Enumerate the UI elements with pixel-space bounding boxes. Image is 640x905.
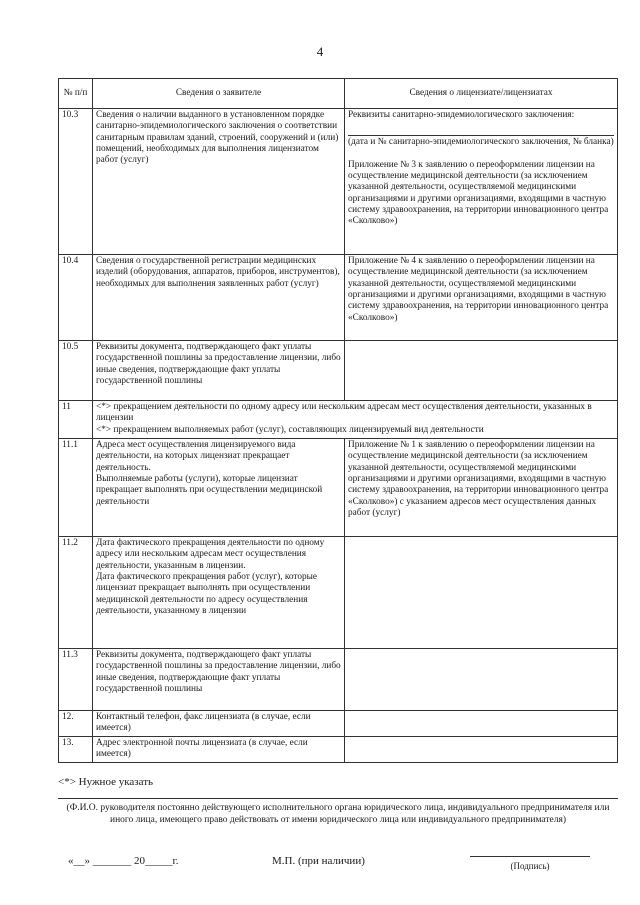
table-row <box>59 255 618 341</box>
licensee-cell <box>345 109 618 255</box>
signature-caption: (Ф.И.О. руководителя постоянно действующего исполнительного органа юридического лица, индивидуального предпринимателя или иного лица, имеющего право действовать от имени юридического лица или индивидуального предпринимателя) <box>66 803 610 826</box>
applicant-text: Дата фактического прекращения работ (услуг), которые лицензиат прекращает выполнять при осуществлении медицинской деятельности по адресу осуществления деятельности, указанному в лицензии <box>96 571 318 616</box>
licensee-cell <box>345 711 618 737</box>
table-row <box>59 401 618 439</box>
applicant-cell: Реквизиты документа, подтверждающего факт уплаты государственной пошлины за предоставление лицензии, либо иные сведения, подтверждающие факт уплаты государственной пошлины <box>93 341 345 401</box>
license-form-table <box>58 78 618 763</box>
date-field: «__» _______ 20_____г. <box>68 855 179 867</box>
fill-line <box>348 123 614 136</box>
applicant-cell: Реквизиты документа, подтверждающего факт уплаты государственной пошлины за предоставление лицензии, либо иные сведения, подтверждающие факт уплаты государственной пошлины <box>93 649 345 711</box>
stamp-label: М.П. (при наличии) <box>272 855 365 867</box>
applicant-text: Выполняемые работы (услуги), которые лицензиат прекращает выполнять при осуществлении медицинской деятельности <box>96 473 323 507</box>
table-row <box>59 649 618 711</box>
applicant-cell <box>93 537 345 649</box>
licensee-cell <box>345 537 618 649</box>
row-number: 12. <box>59 711 93 737</box>
sign-line <box>470 856 590 857</box>
signature-line <box>58 798 618 799</box>
applicant-text: Адреса мест осуществления лицензируемого вида деятельности, на которых лицензиат прекращает деятельность. <box>96 440 296 473</box>
applicant-cell <box>93 439 345 537</box>
table-header-row <box>59 79 618 109</box>
row-number: 10.5 <box>59 341 93 401</box>
option-line: <*> прекращением выполняемых работ (услуг), составляющих лицензируемый вид деятельности <box>96 424 484 435</box>
page-number: 4 <box>316 44 324 59</box>
row-number: 11 <box>59 401 93 439</box>
licensee-cell <box>345 649 618 711</box>
header-num: № п/п <box>59 79 93 109</box>
table-row <box>59 341 618 401</box>
licensee-cell: Приложение № 1 к заявлению о переоформлении лицензии на осуществление медицинской деятельности (за исключением указанной деятельности, осуществляемой медицинскими организациями и другими организациями, входящими в частную систему здравоохранения, на территории инновационного центра «Сколково») с указанием адресов мест осуществления данных работ (услуг) <box>345 439 618 537</box>
licensee-cell: Приложение № 4 к заявлению о переоформлении лицензии на осуществление медицинской деятельности (за исключением указанной деятельности, осуществляемой медицинскими организациями и другими организациями, входящими в частную систему здравоохранения, на территории инновационного центра «Сколково») <box>345 255 618 341</box>
footnote: <*> Нужное указать <box>58 776 154 788</box>
licensee-cell <box>345 341 618 401</box>
row-number: 11.3 <box>59 649 93 711</box>
header-licensee: Сведения о лицензиате/лицензиатах <box>345 79 618 109</box>
licensee-note: (дата и № санитарно-эпидемиологического заключения, № бланка) <box>348 137 614 148</box>
sign-caption: (Подпись) <box>510 861 550 871</box>
merged-cell <box>93 401 618 439</box>
row-number: 11.1 <box>59 439 93 537</box>
table-row <box>59 711 618 737</box>
row-number: 13. <box>59 736 93 762</box>
licensee-appendix: Приложение № 3 к заявлению о переоформлении лицензии на осуществление медицинской деятельности (за исключением указанной деятельности, осуществляемой медицинскими организациями и другими организациями, входящими в частную систему здравоохранения, на территории инновационного центра «Сколково») <box>348 159 609 227</box>
header-applicant: Сведения о заявителе <box>93 79 345 109</box>
applicant-cell: Сведения о государственной регистрации медицинских изделий (оборудования, аппаратов, приборов, инструментов), необходимых для выполнения заявленных работ (услуг) <box>93 255 345 341</box>
option-line: <*> прекращением деятельности по одному адресу или нескольким адресам мест осуществления деятельности, указанных в лицензии <box>96 402 592 424</box>
applicant-cell: Контактный телефон, факс лицензиата (в случае, если имеется) <box>93 711 345 737</box>
table-row <box>59 109 618 255</box>
applicant-cell: Адрес электронной почты лицензиата (в случае, если имеется) <box>93 736 345 762</box>
applicant-text: Дата фактического прекращения деятельности по одному адресу или нескольким адресам мест осуществления деятельности, указанным в лицензии. <box>96 538 325 571</box>
row-number: 10.3 <box>59 109 93 255</box>
table-row <box>59 439 618 537</box>
table-row <box>59 537 618 649</box>
row-number: 11.2 <box>59 537 93 649</box>
applicant-cell: Сведения о наличии выданного в установленном порядке санитарно-эпидемиологического заключения о соответствии санитарным правилам зданий, строений, сооружений и (или) помещений, необходимых для выполнения лицензиатом работ (услуг) <box>93 109 345 255</box>
licensee-cell <box>345 736 618 762</box>
licensee-text: Реквизиты санитарно-эпидемиологического заключения: <box>348 110 575 120</box>
row-number: 10.4 <box>59 255 93 341</box>
table-row <box>59 736 618 762</box>
